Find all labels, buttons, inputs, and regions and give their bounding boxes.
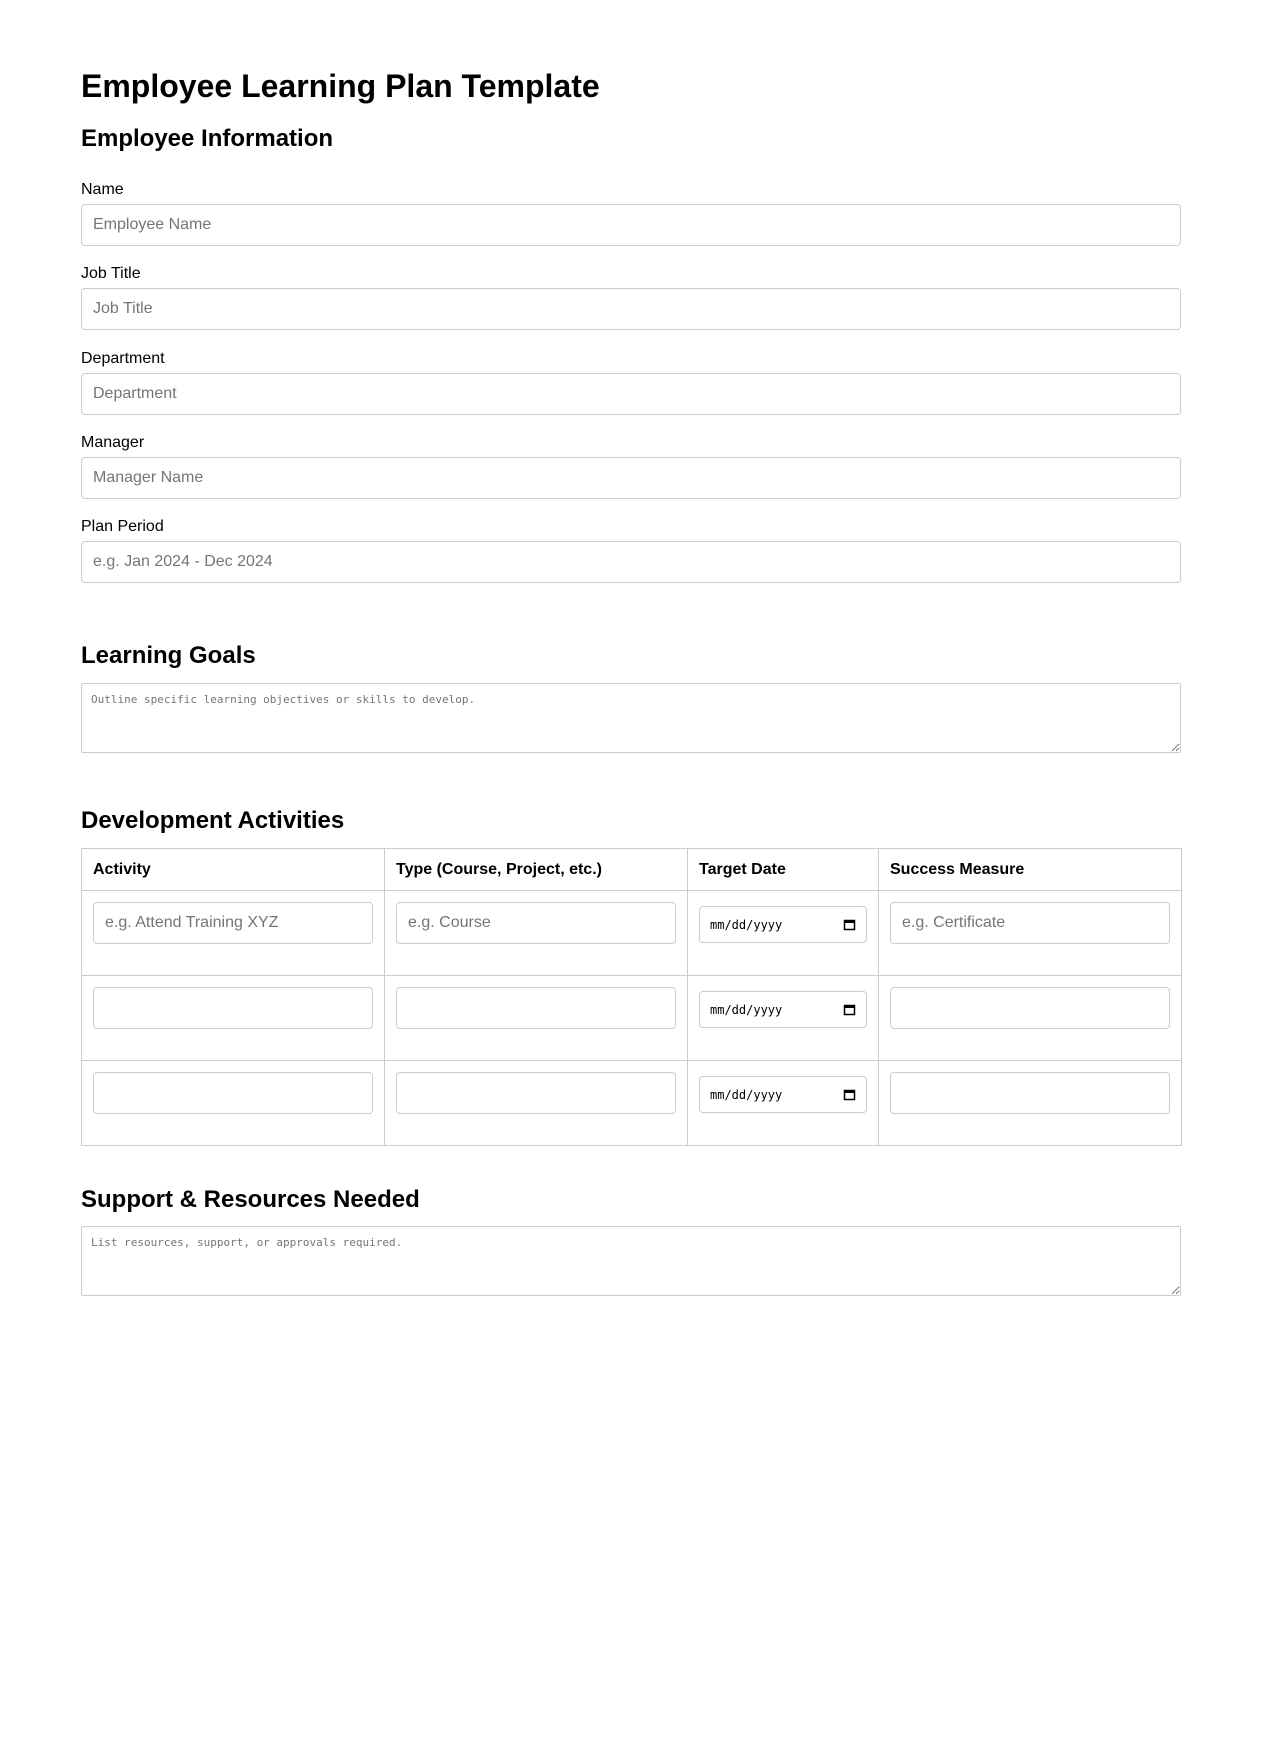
learning-goals-textarea[interactable] bbox=[81, 683, 1181, 753]
page-title: Employee Learning Plan Template bbox=[81, 68, 600, 104]
calendar-icon[interactable] bbox=[843, 1003, 856, 1016]
job-title-input[interactable] bbox=[81, 288, 1181, 330]
section-heading-learning-goals: Learning Goals bbox=[81, 642, 256, 669]
job-title-label: Job Title bbox=[81, 265, 141, 282]
name-label: Name bbox=[81, 181, 124, 198]
table-row bbox=[82, 976, 1182, 1061]
date-placeholder: mm/dd/yyyy bbox=[710, 917, 783, 932]
activity-input[interactable] bbox=[93, 987, 373, 1029]
department-input[interactable] bbox=[81, 373, 1181, 415]
calendar-icon[interactable] bbox=[843, 1088, 856, 1101]
target-date-input[interactable] bbox=[699, 906, 867, 943]
column-header-type: Type (Course, Project, etc.) bbox=[385, 849, 688, 891]
type-input[interactable] bbox=[396, 987, 676, 1029]
type-input[interactable] bbox=[396, 902, 676, 944]
section-heading-development-activities: Development Activities bbox=[81, 807, 345, 834]
column-header-activity: Activity bbox=[82, 849, 385, 891]
column-header-target-date: Target Date bbox=[688, 849, 879, 891]
target-date-input[interactable] bbox=[699, 1076, 867, 1113]
success-measure-input[interactable] bbox=[890, 987, 1170, 1029]
type-input[interactable] bbox=[396, 1072, 676, 1114]
date-placeholder: mm/dd/yyyy bbox=[710, 1087, 783, 1102]
support-resources-textarea[interactable] bbox=[81, 1226, 1181, 1296]
development-activities-table bbox=[81, 848, 1182, 1146]
plan-period-input[interactable] bbox=[81, 541, 1181, 583]
plan-period-label: Plan Period bbox=[81, 518, 164, 535]
table-row bbox=[82, 891, 1182, 976]
table-header-row bbox=[82, 849, 1182, 891]
manager-input[interactable] bbox=[81, 457, 1181, 499]
success-measure-input[interactable] bbox=[890, 1072, 1170, 1114]
section-heading-employee-information: Employee Information bbox=[81, 125, 334, 152]
target-date-input[interactable] bbox=[699, 991, 867, 1028]
name-input[interactable] bbox=[81, 204, 1181, 246]
activity-input[interactable] bbox=[93, 1072, 373, 1114]
column-header-success-measure: Success Measure bbox=[879, 849, 1182, 891]
table-row bbox=[82, 1061, 1182, 1146]
activity-input[interactable] bbox=[93, 902, 373, 944]
date-placeholder: mm/dd/yyyy bbox=[710, 1002, 783, 1017]
calendar-icon[interactable] bbox=[843, 918, 856, 931]
section-heading-support-resources: Support & Resources Needed bbox=[81, 1186, 420, 1213]
success-measure-input[interactable] bbox=[890, 902, 1170, 944]
manager-label: Manager bbox=[81, 434, 145, 451]
department-label: Department bbox=[81, 350, 165, 367]
